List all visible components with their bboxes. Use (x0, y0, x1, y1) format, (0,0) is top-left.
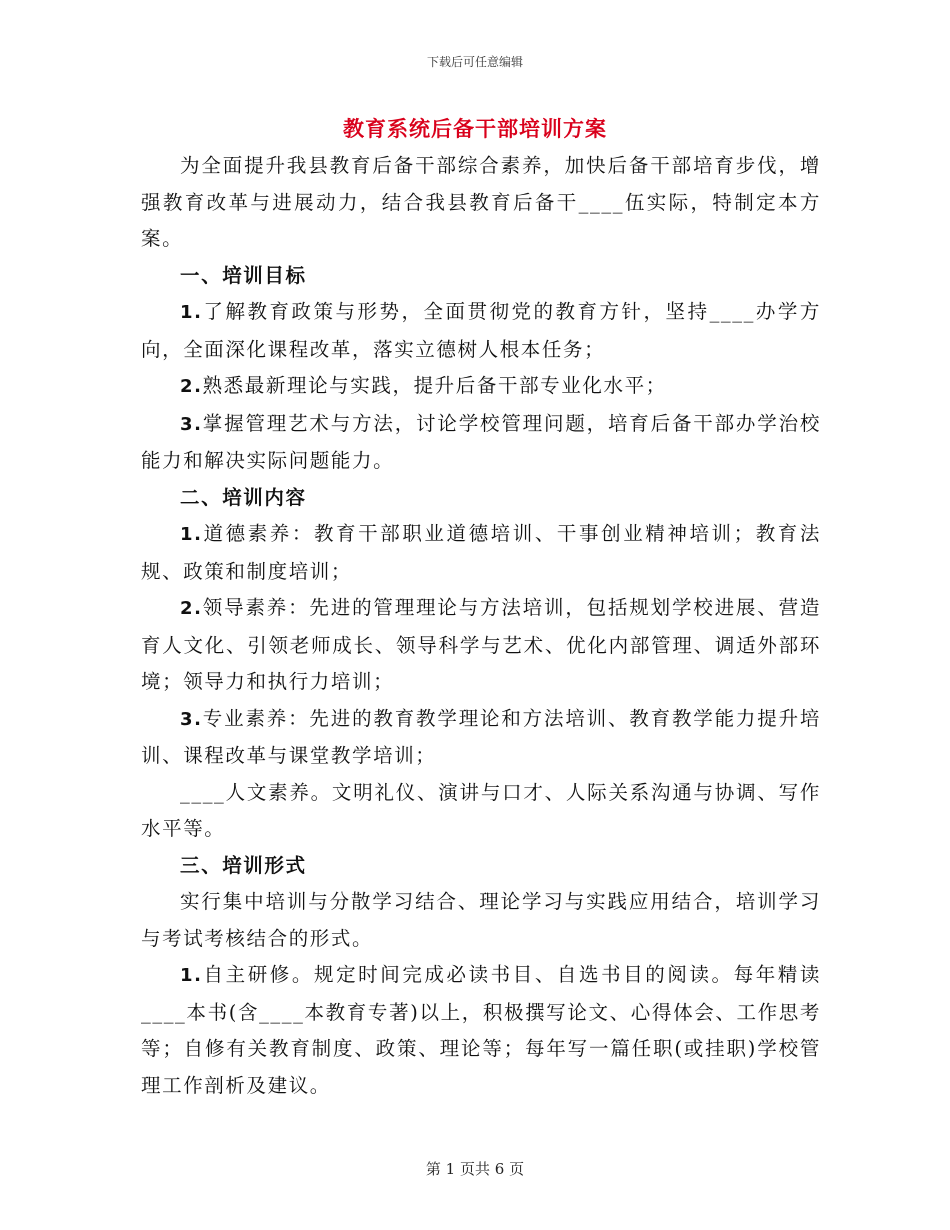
item-number: 2. (180, 376, 203, 397)
document-title: 教育系统后备干部培训方案 (343, 116, 607, 141)
section-3-heading: 三、培训形式 (180, 853, 307, 877)
section-3-intro: 实行集中培训与分散学习结合、理论学习与实践应用结合，培训学习与考试考核结合的形式。 (141, 890, 821, 950)
item-text: 熟悉最新理论与实践，提升后备干部专业化水平； (202, 374, 667, 397)
page-header: 下载后可任意编辑 (426, 55, 523, 69)
section-1-heading: 一、培训目标 (180, 263, 307, 287)
item-number: 1. (180, 965, 203, 986)
document-body (141, 148, 821, 1104)
section-2-item-1 (141, 516, 821, 590)
item-text: 领导素养：先进的管理理论与方法培训，包括规划学校进展、营造育人文化、引领老师成长、领导科学与艺术、优化内部管理、调适外部环境；领导力和执行力培训； (141, 596, 821, 693)
item-text: 掌握管理艺术与方法，讨论学校管理问题，培育后备干部办学治校能力和解决实际问题能力。 (141, 411, 821, 472)
section-1-item-1 (141, 294, 821, 368)
section-2-item-3 (141, 701, 821, 775)
item-text: 专业素养：先进的教育教学理论和方法培训、教育教学能力提升培训、课程改革与课堂教学培训； (141, 706, 821, 767)
section-1-item-2 (141, 368, 821, 406)
item-text: 了解教育政策与形势，全面贯彻党的教育方针，坚持____办学方向，全面深化课程改革，落实立德树人根本任务； (141, 300, 821, 361)
section-3-item-1 (141, 957, 821, 1104)
item-text: 自主研修。规定时间完成必读书目、自选书目的阅读。每年精读____本书(含____本教育专著)以上，积极撰写论文、心得体会、工作思考等；自修有关教育制度、政策、理论等；每年写一篇任职(或挂职)学校管理工作剖析及建议。 (141, 963, 821, 1097)
item-number: 1. (180, 302, 203, 323)
item-number: 1. (180, 524, 203, 545)
item-number: 3. (180, 413, 203, 435)
item-number: 2. (180, 598, 203, 619)
section-2-extra: ____人文素养。文明礼仪、演讲与口才、人际关系沟通与协调、写作水平等。 (141, 780, 821, 840)
section-2-item-2 (141, 590, 821, 701)
section-2-heading: 二、培训内容 (180, 485, 307, 509)
item-number: 3. (180, 708, 203, 730)
page-footer: 第 1 页共 6 页 (425, 1160, 525, 1178)
intro-paragraph: 为全面提升我县教育后备干部综合素养，加快后备干部培育步伐，增强教育改革与进展动力，结合我县教育后备干____伍实际，特制定本方案。 (141, 154, 821, 250)
item-text: 道德素养：教育干部职业道德培训、干事创业精神培训；教育法规、政策和制度培训； (141, 522, 821, 583)
section-1-item-3 (141, 406, 821, 480)
